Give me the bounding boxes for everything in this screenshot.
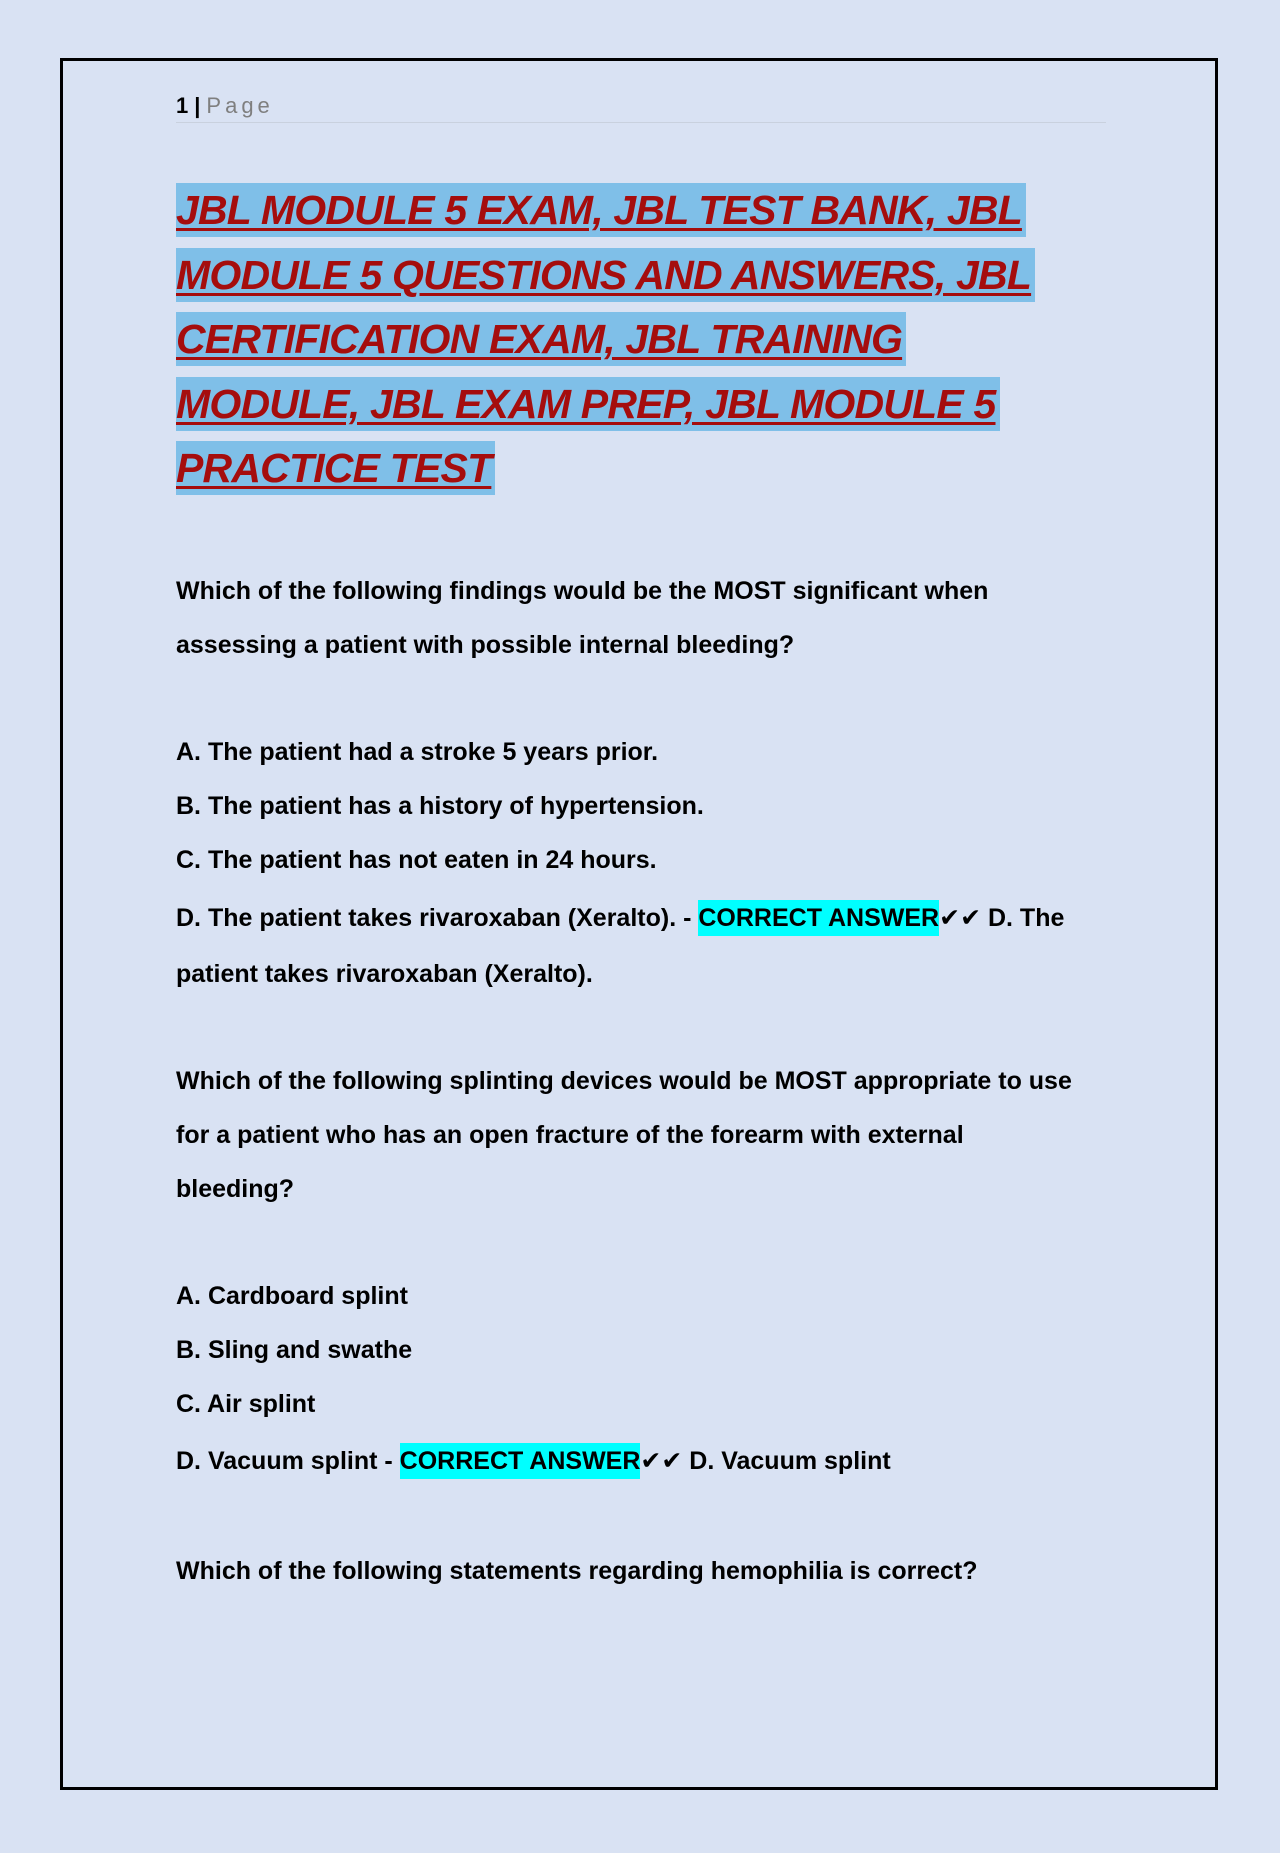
q2-correct-answer-label: CORRECT ANSWER bbox=[400, 1443, 641, 1479]
q2-option-d bbox=[176, 1448, 891, 1475]
q2-answer-text: D. Vacuum splint bbox=[682, 1447, 891, 1475]
q1-option-c: C. The patient has not eaten in 24 hours. bbox=[176, 846, 657, 874]
q2-option-b: B. Sling and swathe bbox=[176, 1336, 413, 1364]
q1-text-line-2: assessing a patient with possible internal bleeding? bbox=[176, 631, 795, 659]
page-header bbox=[176, 92, 1106, 123]
title-line-5: PRACTICE TEST bbox=[176, 441, 495, 495]
q1-answer-text: D. The bbox=[981, 904, 1065, 932]
title-line-4: MODULE, JBL EXAM PREP, JBL MODULE 5 bbox=[176, 377, 1000, 431]
q2-text-line-3: bleeding? bbox=[176, 1175, 295, 1203]
q1-correct-answer-label: CORRECT ANSWER bbox=[698, 900, 939, 936]
title-line-1: JBL MODULE 5 EXAM, JBL TEST BANK, JBL bbox=[176, 183, 1026, 237]
q1-check-icon: ✔✔ bbox=[939, 904, 982, 932]
q2-option-a: A. Cardboard splint bbox=[176, 1282, 408, 1310]
q2-option-c: C. Air splint bbox=[176, 1390, 316, 1418]
document-title bbox=[176, 178, 1116, 501]
q1-text-line-1: Which of the following findings would be the MOST significant when bbox=[176, 577, 989, 605]
title-line-2: MODULE 5 QUESTIONS AND ANSWERS, JBL bbox=[176, 248, 1035, 302]
q2-text-line-2: for a patient who has an open fracture of the forearm with external bbox=[176, 1121, 964, 1149]
q1-option-b: B. The patient has a history of hypertension. bbox=[176, 792, 704, 820]
q2-check-icon: ✔✔ bbox=[640, 1447, 683, 1475]
q1-option-d bbox=[176, 905, 1064, 932]
q2-text-line-1: Which of the following splinting devices would be MOST appropriate to use bbox=[176, 1067, 1072, 1095]
q1-option-d-text: D. The patient takes rivaroxaban (Xeralto). - bbox=[176, 904, 699, 932]
page-separator: | bbox=[194, 93, 201, 118]
title-line-3: CERTIFICATION EXAM, JBL TRAINING bbox=[176, 312, 906, 366]
page-label: Page bbox=[206, 93, 274, 118]
page-number: 1 bbox=[176, 93, 189, 118]
q1-option-a: A. The patient had a stroke 5 years prior. bbox=[176, 738, 659, 766]
q2-option-d-text: D. Vacuum splint - bbox=[176, 1447, 400, 1475]
q3-text-line-1: Which of the following statements regarding hemophilia is correct? bbox=[176, 1557, 978, 1585]
q1-answer-continued: patient takes rivaroxaban (Xeralto). bbox=[176, 960, 593, 988]
